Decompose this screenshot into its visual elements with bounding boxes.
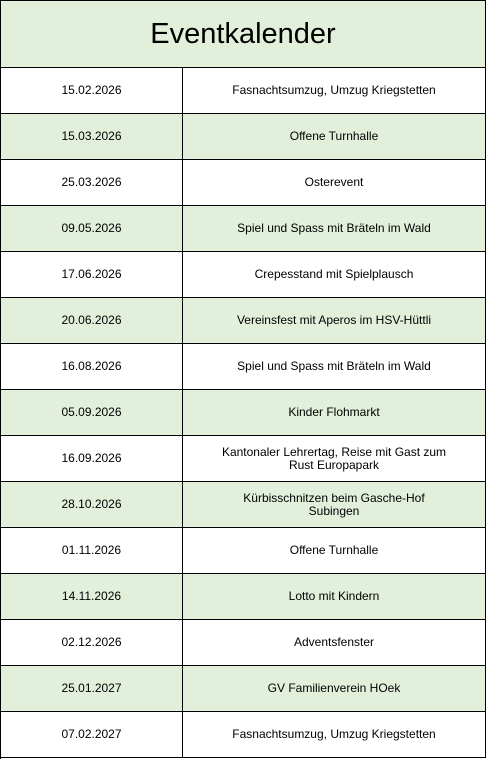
event-date: 16.09.2026 [1,436,183,481]
event-date: 16.08.2026 [1,344,183,389]
event-date: 09.05.2026 [1,206,183,251]
event-description: Fasnachtsumzug, Umzug Kriegstetten [183,712,486,757]
event-date: 14.11.2026 [1,574,183,619]
event-row [1,206,486,252]
event-date: 02.12.2026 [1,620,183,665]
event-description: Spiel und Spass mit Bräteln im Wald [183,344,486,389]
event-row [1,528,486,574]
event-description: Adventsfenster [183,620,486,665]
event-date: 15.02.2026 [1,68,183,113]
event-date: 15.03.2026 [1,114,183,159]
event-description: GV Familienverein HOek [183,666,486,711]
calendar-title: Eventkalender [1,1,486,68]
event-row [1,114,486,160]
event-list [1,68,486,758]
event-description: Fasnachtsumzug, Umzug Kriegstetten [183,68,486,113]
event-date: 25.01.2027 [1,666,183,711]
event-date: 01.11.2026 [1,528,183,573]
event-row [1,712,486,758]
event-description: Kürbisschnitzen beim Gasche-Hof Subingen [183,482,486,527]
event-date: 05.09.2026 [1,390,183,435]
event-date: 25.03.2026 [1,160,183,205]
event-description: Offene Turnhalle [183,528,486,573]
event-description: Crepesstand mit Spielplausch [183,252,486,297]
event-row [1,390,486,436]
event-date: 28.10.2026 [1,482,183,527]
event-description: Spiel und Spass mit Bräteln im Wald [183,206,486,251]
event-row [1,574,486,620]
event-description: Osterevent [183,160,486,205]
event-row [1,482,486,528]
event-row [1,252,486,298]
event-row [1,620,486,666]
event-description: Offene Turnhalle [183,114,486,159]
event-description: Lotto mit Kindern [183,574,486,619]
event-description: Vereinsfest mit Aperos im HSV-Hüttli [183,298,486,343]
event-date: 20.06.2026 [1,298,183,343]
event-row [1,436,486,482]
event-description: Kantonaler Lehrertag, Reise mit Gast zum Rust Europapark [183,436,486,481]
event-date: 17.06.2026 [1,252,183,297]
event-row [1,68,486,114]
event-row [1,298,486,344]
event-row [1,160,486,206]
event-date: 07.02.2027 [1,712,183,757]
event-description: Kinder Flohmarkt [183,390,486,435]
event-row [1,344,486,390]
event-row [1,666,486,712]
